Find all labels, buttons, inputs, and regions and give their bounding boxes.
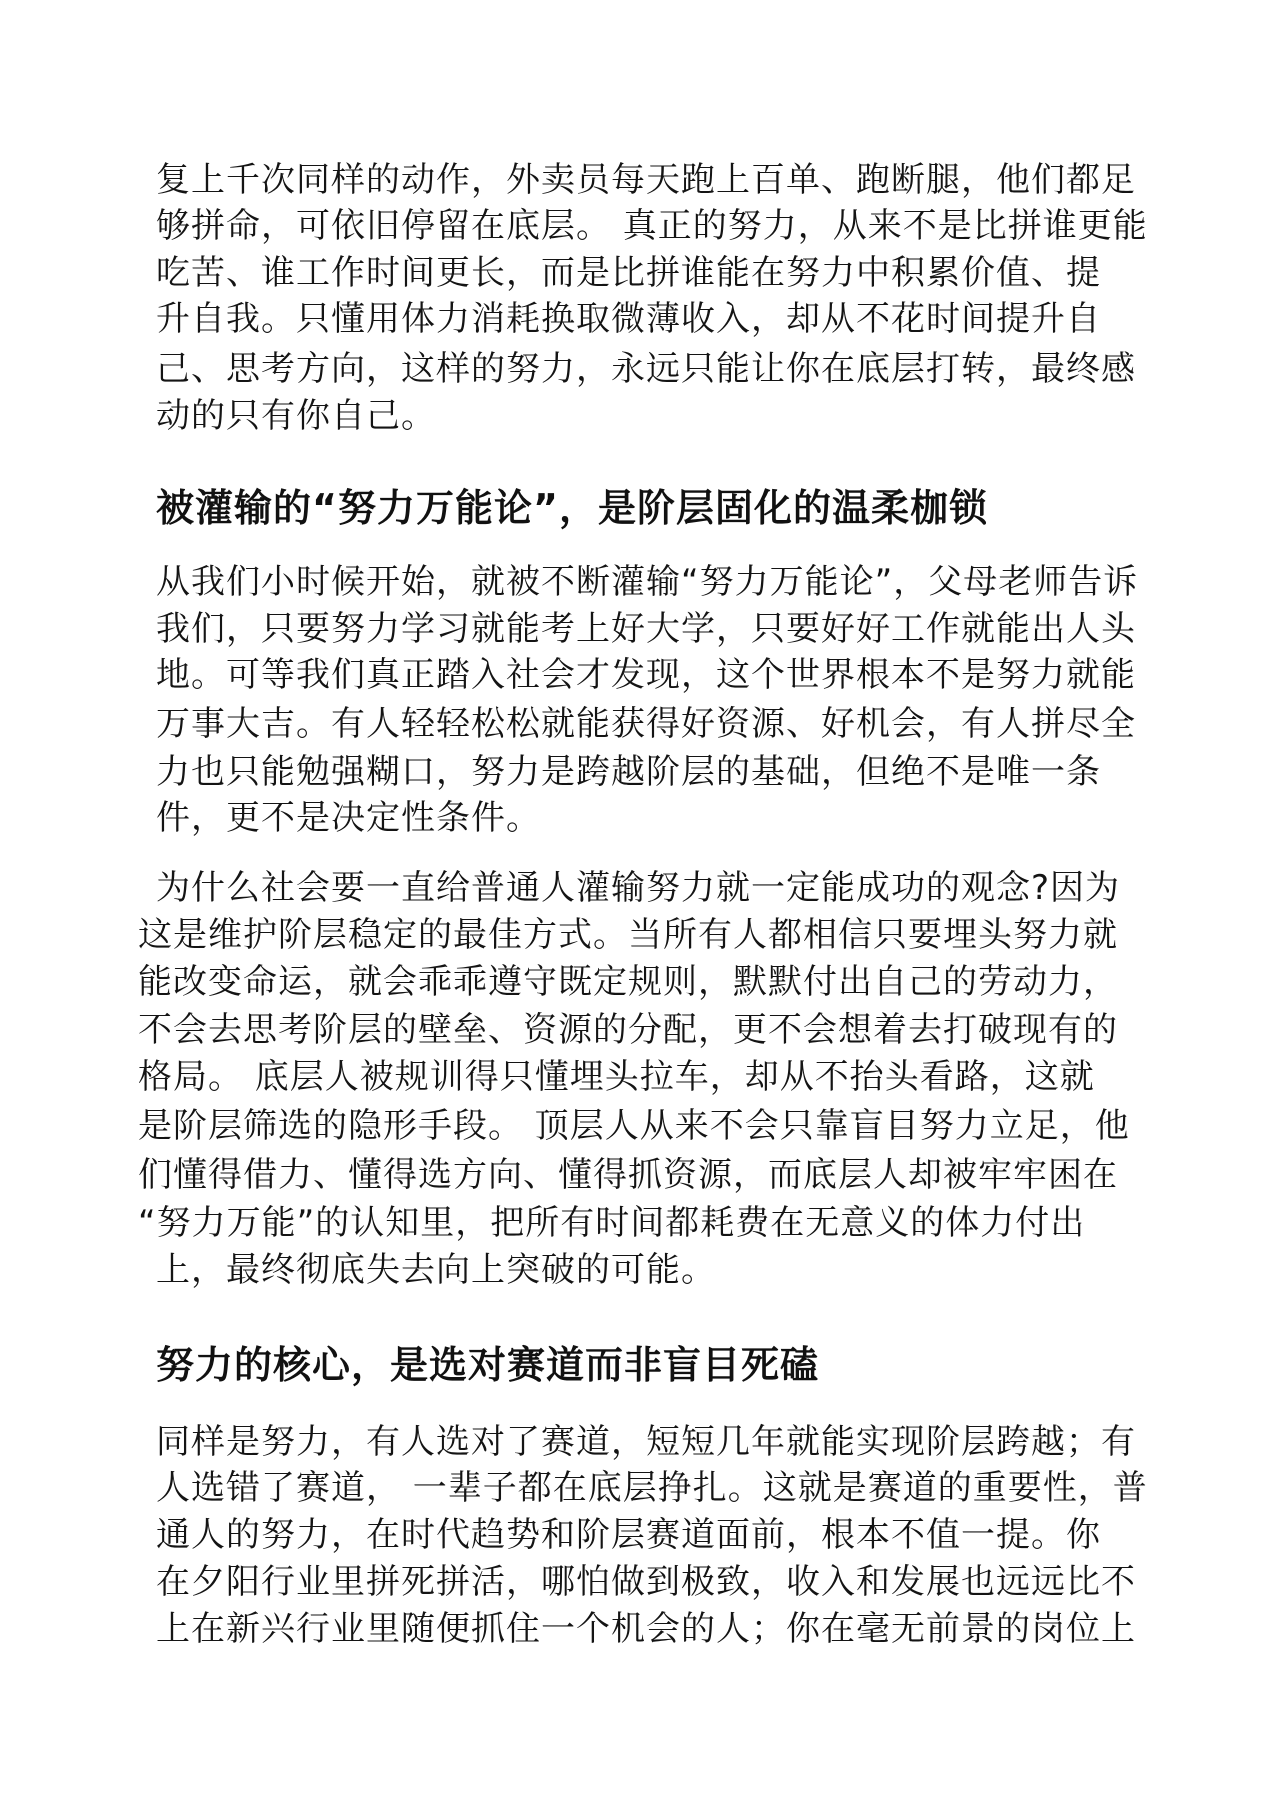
paragraph-line: 复上千次同样的动作，外卖员每天跑上百单、跑断腿，他们都足 (156, 160, 1136, 200)
paragraph-line: 不会去思考阶层的壁垒、资源的分配，更不会想着去打破现有的 (138, 1010, 1118, 1050)
paragraph-line: 升自我。只懂用体力消耗换取微薄收入，却从不花时间提升自 (156, 299, 1101, 339)
paragraph-line: “努力万能”的认知里，把所有时间都耗费在无意义的体力付出 (138, 1203, 1086, 1243)
paragraph-line: 上在新兴行业里随便抓住一个机会的人；你在毫无前景的岗位上 (156, 1609, 1136, 1649)
section-heading: 被灌输的“努力万能论”，是阶层固化的温柔枷锁 (156, 486, 988, 530)
paragraph-line: 这是维护阶层稳定的最佳方式。当所有人都相信只要埋头努力就 (138, 915, 1118, 955)
paragraph-line: 件，更不是决定性条件。 (156, 798, 541, 838)
paragraph-line: 力也只能勉强糊口，努力是跨越阶层的基础，但绝不是唯一条 (156, 752, 1101, 792)
paragraph-line: 吃苦、谁工作时间更长，而是比拼谁能在努力中积累价值、提 (156, 253, 1101, 293)
paragraph-line: 动的只有你自己。 (156, 396, 436, 436)
paragraph-line: 通人的努力，在时代趋势和阶层赛道面前，根本不值一提。你 (156, 1515, 1101, 1555)
paragraph-line: 上，最终彻底失去向上突破的可能。 (156, 1250, 716, 1290)
paragraph-line: 在夕阳行业里拼死拼活，哪怕做到极致，收入和发展也远远比不 (156, 1562, 1136, 1602)
paragraph-line: 从我们小时候开始，就被不断灌输“努力万能论”，父母老师告诉 (156, 562, 1139, 602)
paragraph-line: 们懂得借力、懂得选方向、懂得抓资源，而底层人却被牢牢困在 (138, 1155, 1118, 1195)
paragraph-line: 够拼命，可依旧停留在底层。 真正的努力，从来不是比拼谁更能 (156, 206, 1148, 246)
paragraph-line: 格局。 底层人被规训得只懂埋头拉车，却从不抬头看路，这就 (138, 1057, 1095, 1097)
paragraph-line: 能改变命运，就会乖乖遵守既定规则，默默付出自己的劳动力， (138, 962, 1118, 1002)
paragraph-line: 万事大吉。有人轻轻松松就能获得好资源、好机会，有人拼尽全 (156, 704, 1136, 744)
paragraph-line: 为什么社会要一直给普通人灌输努力就一定能成功的观念?因为 (156, 868, 1121, 908)
paragraph-line: 人选错了赛道， 一辈子都在底层挣扎。这就是赛道的重要性，普 (156, 1468, 1148, 1508)
paragraph-line: 是阶层筛选的隐形手段。 顶层人从来不会只靠盲目努力立足，他 (138, 1106, 1130, 1146)
paragraph-line: 地。可等我们真正踏入社会才发现，这个世界根本不是努力就能 (156, 655, 1136, 695)
section-heading: 努力的核心，是选对赛道而非盲目死磕 (156, 1343, 820, 1387)
paragraph-line: 己、思考方向，这样的努力，永远只能让你在底层打转，最终感 (156, 349, 1136, 389)
paragraph-line: 同样是努力，有人选对了赛道，短短几年就能实现阶层跨越；有 (156, 1422, 1136, 1462)
paragraph-line: 我们，只要努力学习就能考上好大学，只要好好工作就能出人头 (156, 609, 1136, 649)
